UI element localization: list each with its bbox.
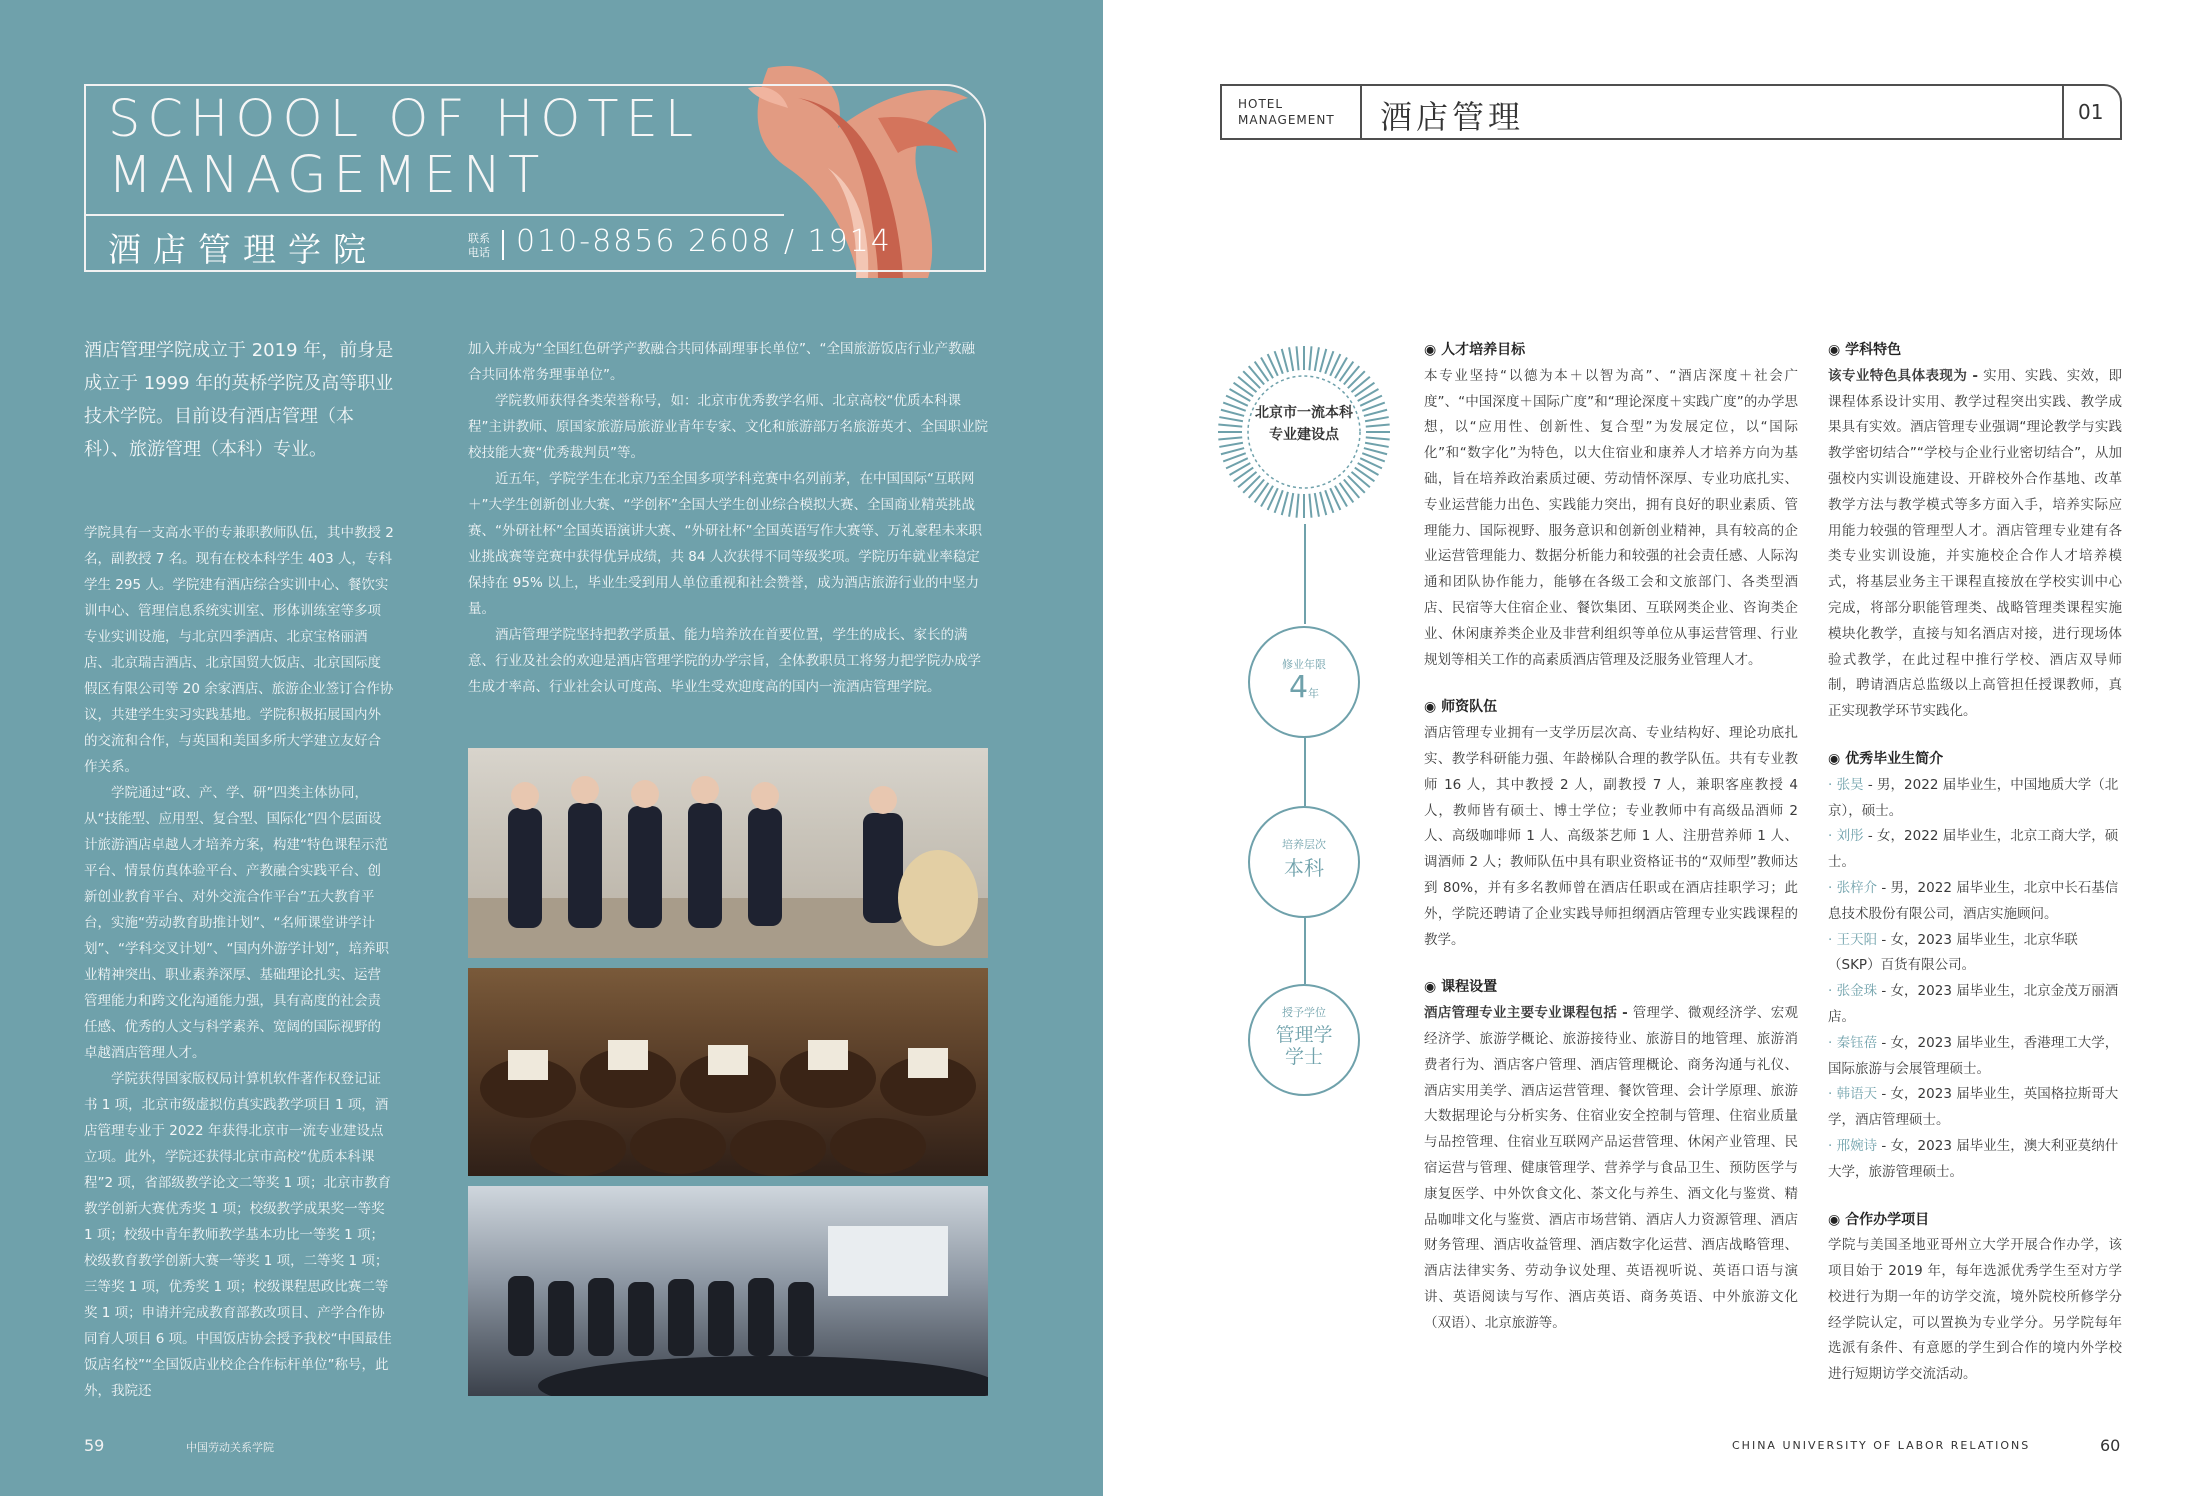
section-heading: ◉ 人才培养目标	[1424, 342, 1526, 358]
badge-text: 北京市一流本科专业建设点	[1255, 405, 1353, 443]
paragraph: 加入并成为“全国红色研学产教融合共同体副理事长单位”、“全国旅游饭店行业产教融合共同体常务理事单位”。	[468, 341, 975, 383]
sunburst-ray	[1219, 417, 1243, 421]
heading-text: 课程设置	[1441, 979, 1498, 996]
footer-right: CHINA UNIVERSITY OF LABOR RELATIONS	[1732, 1439, 2031, 1452]
paragraph	[1424, 1001, 1798, 1336]
sunburst-ray	[1234, 468, 1254, 482]
list-item: · 张金珠 - 女，2023 届毕业生，北京金茂万丽酒店。	[1828, 983, 2119, 1025]
paragraph: 本专业坚持“以德为本＋以智为高”、“酒店深度＋社会广度”、“中国深度＋国际广度”和“理论深度＋实践广度”的办学思想，以“应用性、创新性、复合型”为发展定位，以“国际化”和“数字化”为特色，以大住宿业和康养人才培养方向为基础，旨在培养政治素质过硬、劳动情怀深厚、专业功底扎实、专业运营能力出色、实践能力突出，拥有良好的职业素质、管理能力、国际视野、服务意识和创新创业精神，具有较高的企业运营管理能力、数据分析能力和较强的社会责任感、人际沟通和团队协作能力，能够在各级工会和文旅部门、各类型酒店、民宿等大住宿企业、餐饮集团、互联网类企业、咨询类企业、休闲康养类企业及非营利组织等单位从事运营管理、行业规划等相关工作的高素质酒店管理及泛服务业管理人才。	[1424, 367, 1798, 668]
sunburst-ray	[1309, 346, 1311, 370]
sunburst-ray	[1218, 425, 1242, 427]
connector-line	[1304, 738, 1306, 806]
sunburst-ray	[1364, 410, 1387, 416]
sunburst-ray	[1320, 349, 1326, 372]
page-number-left: 59	[84, 1436, 105, 1455]
section-bar-divider	[2062, 84, 2064, 140]
graduate-name: 邢婉诗	[1836, 1137, 1878, 1154]
graduate-name: 张金珠	[1836, 983, 1878, 1000]
school-title-cn: 酒店管理学院	[108, 230, 378, 269]
sunburst-ray	[1282, 492, 1288, 515]
school-title-en: SCHOOL OF HOTEL MANAGEMENT	[108, 90, 701, 205]
graduate-name: 张梓介	[1836, 879, 1878, 896]
section-heading: ◉ 学科特色	[1828, 342, 1902, 358]
sunburst-ray	[1218, 437, 1242, 439]
list-item: · 张梓介 - 男，2022 届毕业生，北京中长石基信息技术股份有限公司，酒店实施顾问。	[1828, 879, 2119, 922]
sunburst-ray	[1365, 417, 1389, 421]
sunburst-ray	[1348, 371, 1365, 388]
sunburst-ray	[1365, 443, 1389, 447]
list-item: · 王天阳 - 女，2023 届毕业生，北京华联（SKP）百货有限公司。	[1828, 931, 2078, 974]
graduate-desc: - 男，2022 届毕业生，北京中长石基信息技术股份有限公司，酒店实施顾问。	[1828, 879, 2119, 922]
sunburst-ray	[1351, 472, 1369, 487]
sunburst-ray	[1315, 347, 1319, 371]
photo-students-presentation	[468, 748, 988, 958]
paragraph	[1828, 364, 2122, 725]
paragraph: 学院教师获得各类荣誉称号，如：北京市优秀教学名师、北京高校“优质本科课程”主讲教师、原国家旅游局旅游业青年专家、文化和旅游部万名旅游英才、全国职业院校技能大赛“优秀裁判员”等。	[468, 393, 988, 461]
sunburst-ray	[1249, 366, 1264, 384]
graduate-desc: - 女，2022 届毕业生，北京工商大学，硕士。	[1828, 828, 2119, 871]
sunburst-ray	[1255, 362, 1269, 382]
sunburst-ray	[1243, 476, 1260, 493]
heading-text: 优秀毕业生简介	[1845, 750, 1944, 767]
section-bar-en	[1238, 96, 1348, 128]
sunburst-ray	[1297, 494, 1299, 518]
sunburst-ray	[1364, 448, 1387, 454]
sunburst-ray	[1221, 448, 1244, 454]
sunburst-ray	[1282, 349, 1288, 372]
contact-phone: 010-8856 2608 / 1914	[516, 224, 892, 259]
heading-text: 合作办学项目	[1845, 1211, 1930, 1228]
graduate-desc: - 女，2023 届毕业生，英国格拉斯哥大学，酒店管理硕士。	[1828, 1086, 2119, 1129]
list-item: · 韩语天 - 女，2023 届毕业生，英国格拉斯哥大学，酒店管理硕士。	[1828, 1086, 2119, 1129]
graduate-name: 刘彤	[1836, 828, 1864, 845]
sunburst-ray	[1348, 476, 1365, 493]
paragraph: 酒店管理学院坚持把教学质量、能力培养放在首要位置，学生的成长、家长的满意、行业及社会的欢迎是酒店管理学院的办学宗旨，全体教职员工将努力把学院办成学生成才率高、行业社会认可度高、毕业生受欢迎度高的国内一流酒店管理学院。	[468, 627, 981, 695]
years-value	[1250, 670, 1358, 706]
sunburst-ray	[1249, 479, 1264, 497]
body-text: 管理学、微观经济学、宏观经济学、旅游学概论、旅游接待业、旅游目的地管理、旅游消费者行为、酒店客户管理、酒店管理概论、商务沟通与礼仪、酒店实用美学、酒店运营管理、餐饮管理、会计学原理、旅游大数据理论与分析实务、住宿业安全控制与管理、住宿业质量与品控管理、住宿业互联网产品运营管理、休闲产业管理、民宿运营与管理、健康管理学、营养学与食品卫生、预防医学与康复医学、中外饮食文化、茶文化与养生、酒文化与鉴赏、精品咖啡文化与鉴赏、酒店市场营销、酒店人力资源管理、酒店财务管理、酒店收益管理、酒店数字化运营、酒店战略管理、酒店法律实务、劳动争议处理、英语视听说、英语口语与演讲、英语阅读与写作、酒店英语、商务英语、中外旅游文化（双语）、北京旅游等。	[1424, 1005, 1798, 1331]
section-bar-title: 酒店管理	[1380, 98, 1525, 136]
sunburst-ray	[1355, 468, 1375, 482]
section-bar-divider	[1360, 84, 1362, 140]
sunburst-ray	[1238, 472, 1256, 487]
paragraph: 酒店管理专业拥有一支学历层次高、专业结构好、理论功底扎实、教学科研能力强、年龄梯队合理的教学队伍。共有专业教师 16 人，其中教授 2 人，副教授 7 人，兼职客座教授 4 人，教师皆有硕士、博士学位；专业教师中有高级品酒师 2 人、高级咖啡师 1 人、高级茶艺师 1 人、注册营养师 1 人、调酒师 2 人；教师队伍中具有职业资格证书的“双师型”教师达到 80%，并有多名教师曾在酒店任职或在酒店挂职学习；此外，学院还聘请了企业实践导师担纲酒店管理专业实践课程的教学。	[1424, 725, 1798, 948]
years-unit: 年	[1308, 687, 1320, 700]
list-item: · 邢婉诗 - 女，2023 届毕业生，澳大利亚莫纳什大学，旅游管理硕士。	[1828, 1137, 2119, 1180]
left-column-1	[84, 520, 394, 1404]
sunburst-ray	[1355, 383, 1375, 397]
right-column	[1828, 338, 2122, 1388]
contact-label: 联系电话	[468, 232, 490, 259]
section-number: 01	[2078, 100, 2104, 124]
middle-column	[1424, 338, 1798, 1336]
lead-text: 该专业特色具体表现为 -	[1828, 367, 1984, 384]
sunburst-ray	[1243, 371, 1260, 388]
paragraph: 近五年，学院学生在北京乃至全国多项学科竞赛中名列前茅，在中国国际“互联网＋”大学生创新创业大赛、“学创杯”全国大学生创业综合模拟大赛、全国商业精英挑战赛、“外研社杯”全国英语演讲大赛、“外研社杯”全国英语写作大赛等、万礼豪程未来职业挑战赛等竞赛中获得优异成绩，共 84 人次获得不同等级奖项。学院历年就业率稳定保持在 95% 以上，毕业生受到用人单位重视和社会赞誉，成为酒店旅游行业的中坚力量。	[468, 471, 982, 617]
graduate-desc: - 女，2023 届毕业生，澳大利亚莫纳什大学，旅游管理硕士。	[1828, 1137, 2119, 1180]
sunburst-ray	[1366, 437, 1390, 439]
sunburst-ray	[1289, 347, 1293, 371]
list-item: · 刘彤 - 女，2022 届毕业生，北京工商大学，硕士。	[1828, 828, 2119, 871]
sunburst-ray	[1340, 362, 1354, 382]
graduate-name: 韩语天	[1836, 1086, 1878, 1103]
paragraph: 学院获得国家版权局计算机软件著作权登记证书 1 项，北京市级虚拟仿真实践教学项目 1 项，酒店管理专业于 2022 年获得北京市一流专业建设点立项。此外，学院还获得北京市高校“优质本科课程”2 项，省部级教学论文二等奖 1 项；北京市教育教学创新大赛优秀奖 1 项；校级教学成果奖一等奖 1 项；校级中青年教师教学基本功比一等奖 1 项；校级教育教学创新大赛一等奖 1 项，二等奖 1 项；三等奖 1 项，优秀奖 1 项；校级课程思政比赛二等奖 1 项；申请并完成教育部教改项目、产学合作协同育人项目 6 项。中国饭店协会授予我校“中国最佳饭店名校”“全国饭店业校企合作标杆单位”称号，此外，我院还	[84, 1071, 392, 1399]
years-number: 4	[1288, 670, 1309, 705]
sunburst-ray	[1340, 483, 1354, 503]
paragraph: 学院与美国圣地亚哥州立大学开展合作办学，该项目始于 2019 年，每年选派优秀学生至对方学校进行为期一年的访学交流，境外院校所修学分经学院认定，可以置换为专业学分。另学院每年选派有条件、有意愿的学生到合作的境内外学校进行短期访学交流活动。	[1828, 1237, 2122, 1383]
sunburst-ray	[1315, 493, 1319, 517]
connector-line	[1304, 524, 1306, 624]
sunburst-ray	[1366, 425, 1390, 427]
lead-text: 酒店管理专业主要专业课程包括 -	[1424, 1005, 1633, 1022]
list-item: · 秦钰蓓 - 女，2023 届毕业生，香港理工大学，国际旅游与会展管理硕士。	[1828, 1034, 2119, 1077]
graduate-desc: - 男，2022 届毕业生，中国地质大学（北京），硕士。	[1828, 776, 2119, 819]
level-label: 培养层次	[1282, 838, 1326, 851]
heading-text: 学科特色	[1845, 342, 1902, 358]
years-circle	[1248, 626, 1360, 738]
heading-text: 人才培养目标	[1441, 342, 1526, 358]
sunburst-ray	[1297, 346, 1299, 370]
photo-chocolate-cakes	[468, 968, 988, 1176]
sunburst-ray	[1221, 410, 1244, 416]
graduate-desc: - 女，2023 届毕业生，北京金茂万丽酒店。	[1828, 983, 2119, 1025]
sunburst-ray	[1351, 377, 1369, 392]
connector-line	[1304, 918, 1306, 984]
section-heading: ◉ 优秀毕业生简介	[1828, 750, 1944, 767]
paragraph: 学院具有一支高水平的专兼职教师队伍，其中教授 2 名，副教授 7 名。现有在校本科学生 403 人，专科学生 295 人。学院建有酒店综合实训中心、餐饮实训中心、管理信息系统实训室、形体训练室等多项专业实训设施，与北京四季酒店、北京宝格丽酒店、北京瑞吉酒店、北京国贸大饭店、北京国际度假区有限公司等 20 余家酒店、旅游企业签订合作协议，共建学生实习实践基地。学院积极拓展国内外的交流和合作，与英国和美国多所大学建立友好合作关系。	[84, 525, 394, 775]
degree-value: 管理学学士	[1275, 1024, 1333, 1068]
section-bar-en-text: HOTEL MANAGEMENT	[1238, 97, 1335, 127]
sunburst-ray	[1234, 383, 1254, 397]
footer-left: 中国劳动关系学院	[186, 1441, 274, 1454]
heading-text: 师资队伍	[1441, 699, 1498, 716]
section-heading: ◉ 课程设置	[1424, 979, 1498, 996]
graduate-name: 秦钰蓓	[1836, 1034, 1878, 1051]
list-item: · 张昊 - 男，2022 届毕业生，中国地质大学（北京），硕士。	[1828, 776, 2119, 819]
graduate-list	[1828, 773, 2122, 1186]
sunburst-ray	[1238, 377, 1256, 392]
section-bar	[1220, 84, 2122, 140]
graduate-desc: - 女，2023 届毕业生，香港理工大学，国际旅游与会展管理硕士。	[1828, 1034, 2119, 1077]
level-circle	[1248, 806, 1360, 918]
section-heading: ◉ 师资队伍	[1424, 699, 1498, 716]
sunburst-ray	[1344, 479, 1359, 497]
contact-separator	[502, 230, 504, 260]
graduate-name: 张昊	[1836, 776, 1864, 793]
photo-seminar-audience	[468, 1186, 988, 1396]
degree-label: 授予学位	[1282, 1006, 1326, 1019]
paragraph: 学院通过“政、产、学、研”四类主体协同，从“技能型、应用型、复合型、国际化”四个层面设计旅游酒店卓越人才培养方案，构建“特色课程示范平台、情景仿真体验平台、产教融合实践平台、创新创业教育平台、对外交流合作平台”五大教育平台，实施“劳动教育助推计划”、“名师课堂讲学计划”、“学科交叉计划”、“国内外游学计划”，培养职业精神突出、职业素养深厚、基础理论扎实、运营管理能力和跨文化沟通能力强，具有高度的社会责任感、优秀的人文与科学素养、宽阔的国际视野的卓越酒店管理人才。	[84, 785, 389, 1061]
section-heading: ◉ 合作办学项目	[1828, 1211, 1930, 1228]
sunburst-ray	[1309, 494, 1311, 518]
years-label: 修业年限	[1282, 658, 1326, 671]
level-value: 本科	[1284, 856, 1324, 880]
graduate-name: 王天阳	[1836, 931, 1878, 948]
sunburst-ray	[1255, 483, 1269, 503]
body-text: 实用、实践、实效，即课程体系设计实用、教学过程突出实践、教学成果具有实效。酒店管理专业强调“理论教学与实践教学密切结合”“学校与企业行业密切结合”，从加强校内实训设施建设、开辟校外合作基地、改革教学方法与教学模式等多方面入手，培养实际应用能力较强的管理型人才。酒店管理专业建有各类专业实训设施，并实施校企合作人才培养模式，将基层业务主干课程直接放在学校实训中心完成，将部分职能管理类、战略管理类课程实施模块化教学，直接与知名酒店对接，进行现场体验式教学，在此过程中推行学校、酒店双导师制，聘请酒店总监级以上高管担任授课教师，真正实现教学环节实践化。	[1828, 367, 2122, 720]
graduate-desc: - 女，2023 届毕业生，北京华联（SKP）百货有限公司。	[1828, 931, 2078, 974]
sunburst-ray	[1219, 443, 1243, 447]
sunburst-ray	[1320, 492, 1326, 515]
intro-lead: 酒店管理学院成立于 2019 年，前身是成立于 1999 年的英桥学院及高等职业技术学院。目前设有酒店管理（本科）、旅游管理（本科）专业。	[84, 340, 394, 460]
sunburst-ray	[1344, 366, 1359, 384]
sunburst-ray	[1289, 493, 1293, 517]
page-number-right: 60	[2100, 1436, 2121, 1455]
header-divider	[84, 214, 784, 216]
degree-circle	[1248, 984, 1360, 1096]
left-column-2	[468, 336, 988, 700]
